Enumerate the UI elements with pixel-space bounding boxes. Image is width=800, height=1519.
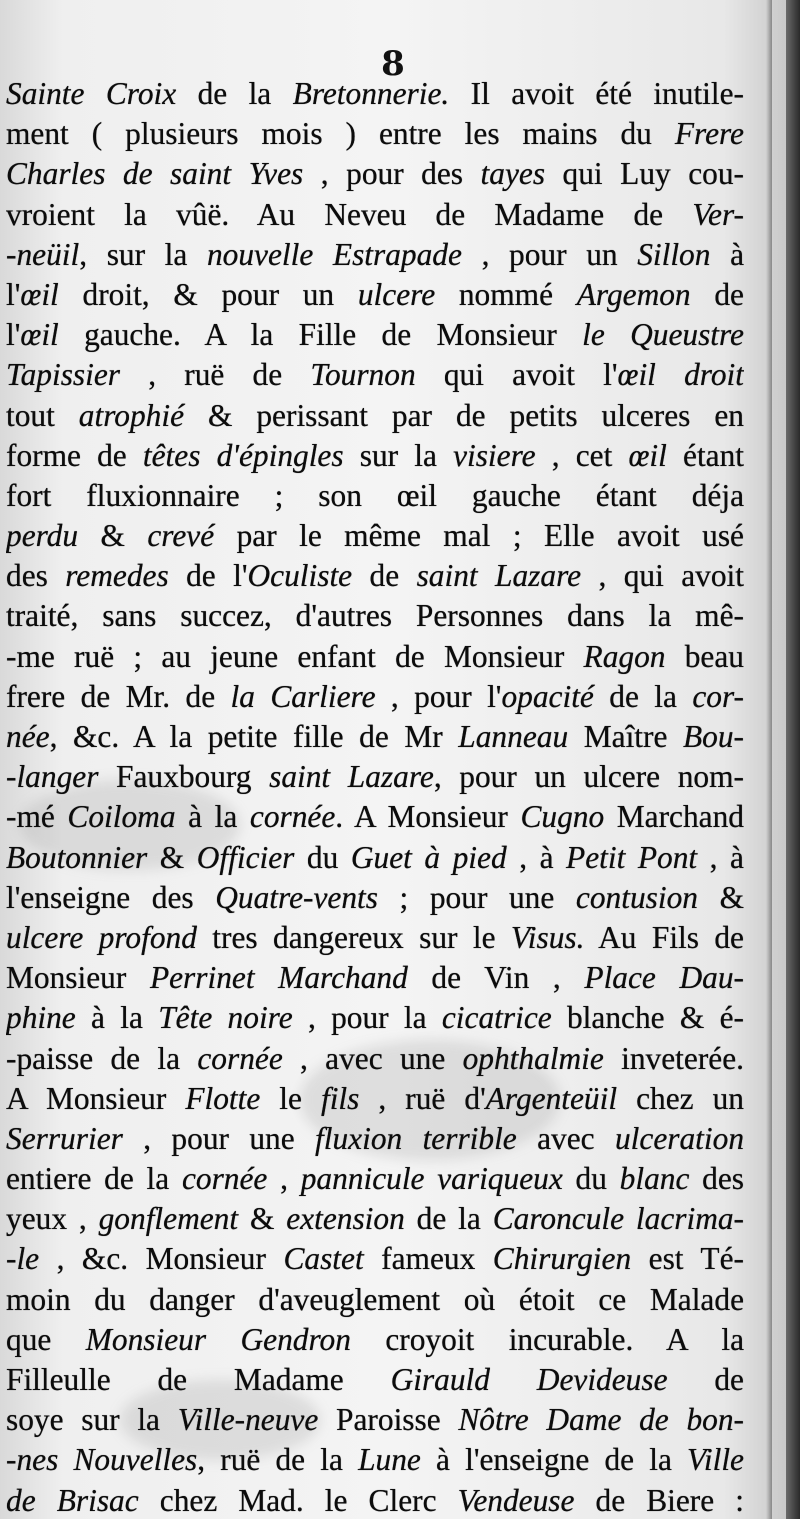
italic-text: Monsieur Gendron (85, 1321, 351, 1357)
roman-text: , pour un ulcere nom- (433, 759, 744, 795)
roman-text: des (6, 558, 66, 594)
text-line (6, 1079, 744, 1119)
italic-text: Nôtre Dame de bon- (458, 1402, 744, 1438)
roman-text: frere de Mr. de (6, 678, 231, 714)
roman-text: est Té- (631, 1241, 744, 1277)
italic-text: Vendeuse (457, 1482, 575, 1518)
italic-text: Ver- (692, 196, 744, 232)
text-line (6, 436, 744, 476)
italic-text: Argemon (576, 276, 691, 312)
italic-text: crevé (147, 518, 215, 554)
italic-text: perdu (6, 518, 79, 554)
text-line (6, 838, 744, 878)
roman-text: chez Mad. le Clerc (138, 1482, 458, 1518)
italic-text: cornée (249, 799, 336, 835)
roman-text: & (697, 879, 744, 915)
italic-text: saint Lazare (416, 558, 582, 594)
text-line (6, 556, 744, 596)
text-line (6, 114, 744, 154)
italic-text: Tournon (310, 357, 416, 393)
roman-text: . A Monsieur (335, 799, 521, 835)
roman-text: , &c. Monsieur (39, 1241, 284, 1277)
italic-text: Coiloma (67, 799, 176, 835)
italic-text: opacité (501, 678, 594, 714)
italic-text: Petit Pont (566, 839, 698, 875)
italic-text: Cugno (520, 799, 605, 835)
roman-text: Maître (568, 719, 683, 754)
italic-text: tayes (480, 156, 546, 192)
roman-text: de la (197, 76, 293, 111)
roman-text: Monsieur (6, 960, 150, 996)
italic-text: cornée (181, 1161, 268, 1197)
italic-text: Guet à pied (350, 839, 507, 875)
roman-text: fort fluxionnaire ; son œil gauche étant déja (6, 477, 744, 513)
text-line (6, 1159, 744, 1199)
roman-text: droit, & pour un (58, 276, 358, 312)
italic-text: cicatrice (441, 1000, 552, 1036)
roman-text: , pour la (292, 1000, 442, 1036)
text-line (6, 1239, 744, 1279)
text-line (6, 275, 744, 315)
roman-text: croyoit incurable. A la (350, 1321, 744, 1357)
roman-text: tres dangereux sur le (196, 919, 511, 955)
roman-text: , qui avoit (581, 558, 744, 594)
italic-text: fluxion terrible (315, 1120, 517, 1156)
roman-text: entiere de la (6, 1161, 182, 1197)
text-line (6, 596, 744, 636)
roman-text: Paroisse (318, 1402, 459, 1438)
italic-text: phine (6, 1000, 76, 1036)
text-line (6, 315, 744, 355)
italic-text: œil (20, 317, 59, 353)
italic-text: le Queustre (582, 317, 744, 353)
italic-text: Lanneau (458, 719, 569, 754)
roman-text: , (267, 1161, 301, 1197)
roman-text: inveterée. (603, 1040, 744, 1076)
italic-text: Argenteüil (485, 1080, 618, 1116)
italic-text: Place Dau- (584, 960, 744, 996)
text-line (6, 1280, 744, 1320)
italic-text: Visus. (510, 919, 585, 955)
roman-text: & (238, 1201, 287, 1237)
italic-text: visiere (453, 437, 536, 473)
italic-text: Quatre-vents (215, 879, 378, 915)
roman-text: gauche. A la Fille de Monsieur (58, 317, 583, 353)
italic-text: œil (628, 437, 667, 473)
italic-text: Sainte Croix (6, 76, 198, 111)
roman-text: , sur la (79, 236, 207, 272)
italic-text: -nes Nouvelles (6, 1442, 198, 1478)
italic-text: cornée (197, 1040, 283, 1076)
roman-text: du (294, 839, 351, 875)
roman-text: fameux (363, 1241, 493, 1277)
italic-text: Sillon (637, 236, 711, 272)
text-line (6, 1199, 744, 1239)
roman-text: , avec une (282, 1040, 463, 1076)
roman-text: de (667, 1362, 744, 1397)
italic-text: ophthalmie (462, 1040, 604, 1076)
text-line (6, 717, 744, 757)
roman-text: , cet (535, 437, 629, 473)
italic-text: blanc (619, 1161, 690, 1197)
text-line (6, 1320, 744, 1360)
italic-text: Flotte (185, 1080, 261, 1116)
text-line (6, 74, 744, 114)
roman-text: l' (6, 276, 21, 312)
italic-text: de Brisac (6, 1482, 139, 1518)
italic-text: Oculiste (247, 558, 353, 594)
italic-text: la Carliere (230, 678, 376, 714)
text-line (6, 757, 744, 797)
italic-text: -le (6, 1241, 40, 1277)
text-line (6, 355, 744, 395)
text-line (6, 1400, 744, 1440)
italic-text: œil droit (617, 357, 744, 393)
italic-text: Lune (358, 1442, 421, 1478)
page-edge-shadow (766, 0, 772, 1519)
roman-text: par le même mal ; Elle avoit usé (214, 518, 744, 554)
roman-text: de (690, 276, 744, 312)
italic-text: -langer (6, 759, 99, 795)
roman-text: Fauxbourg (98, 759, 270, 795)
roman-text: , à (697, 839, 744, 875)
roman-text: , pour une (122, 1120, 316, 1156)
roman-text: de Biere : (574, 1482, 744, 1518)
roman-text: de la (404, 1201, 493, 1237)
roman-text: , &c. A la petite fille de Mr (49, 719, 459, 754)
roman-text: à (710, 236, 744, 272)
roman-text: de l' (168, 558, 248, 594)
text-line (6, 958, 744, 998)
italic-text: Tapissier (6, 357, 120, 393)
italic-text: Perrinet Marchand (149, 960, 408, 996)
italic-text: -neüil (6, 236, 80, 272)
body-text (6, 74, 744, 1519)
italic-text: œil (20, 276, 59, 312)
italic-text: remedes (65, 558, 169, 594)
italic-text: Caroncule lacrima- (492, 1201, 744, 1237)
roman-text: soye sur la (6, 1402, 178, 1438)
italic-text: Girauld Devideuse (390, 1362, 668, 1397)
italic-text: contusion (575, 879, 698, 915)
roman-text: , à (506, 839, 567, 875)
text-line (6, 1119, 744, 1159)
roman-text: , pour un (461, 236, 638, 272)
roman-text: , ruë de la (197, 1442, 359, 1478)
italic-text: atrophié (78, 397, 185, 433)
italic-text: Bretonnerie. (292, 76, 450, 111)
roman-text: , pour l' (375, 678, 502, 714)
italic-text: Charles de saint Yves (6, 156, 304, 192)
italic-text: Serrurier (6, 1120, 123, 1156)
roman-text: à la (175, 799, 250, 835)
text-line (6, 195, 744, 235)
roman-text: qui Luy cou- (545, 156, 744, 192)
text-line (6, 998, 744, 1038)
roman-text: l' (6, 317, 21, 353)
italic-text: ulcere (357, 276, 436, 312)
roman-text: -paisse de la (6, 1040, 198, 1076)
italic-text: Ville (687, 1442, 744, 1478)
italic-text: Bou- (682, 719, 744, 754)
italic-text: pannicule variqueux (300, 1161, 563, 1197)
roman-text: Marchand (604, 799, 744, 835)
italic-text: fils (320, 1080, 360, 1116)
text-line (6, 1039, 744, 1079)
roman-text: le (260, 1080, 321, 1116)
roman-text: chez un (617, 1080, 744, 1116)
italic-text: Ville-neuve (177, 1402, 319, 1438)
roman-text: traité, sans succez, d'autres Personnes dans la mê- (6, 598, 744, 634)
italic-text: Ragon (583, 638, 666, 674)
text-line (6, 235, 744, 275)
text-line (6, 1360, 744, 1400)
roman-text: qui avoit l' (415, 357, 618, 393)
italic-text: nouvelle Estrapade (206, 236, 462, 272)
text-line (6, 918, 744, 958)
roman-text: avec (516, 1120, 615, 1156)
italic-text: Tête noire (158, 1000, 293, 1036)
italic-text: Officier (196, 839, 295, 875)
text-line (6, 878, 744, 918)
roman-text: vroient la vûë. Au Neveu de Madame de (6, 196, 693, 232)
text-line (6, 476, 744, 516)
italic-text: Boutonnier (6, 839, 148, 875)
roman-text: & (147, 839, 197, 875)
roman-text: tout (6, 397, 79, 433)
roman-text: forme de (6, 437, 143, 473)
italic-text: née (6, 719, 50, 754)
italic-text: Chirurgien (492, 1241, 632, 1277)
roman-text: yeux , (6, 1201, 99, 1237)
text-line (6, 637, 744, 677)
roman-text: étant (666, 437, 744, 473)
roman-text: blanche & é- (551, 1000, 744, 1036)
roman-text: des (689, 1161, 744, 1197)
book-gutter (786, 0, 800, 1519)
roman-text: beau (665, 638, 744, 674)
roman-text: -mé (6, 799, 68, 835)
roman-text: de (352, 558, 417, 594)
roman-text: de Vin , (407, 960, 585, 996)
italic-text: Castet (283, 1241, 364, 1277)
roman-text: ; pour une (377, 879, 576, 915)
roman-text: l'enseigne des (6, 879, 216, 915)
italic-text: cor- (692, 678, 744, 714)
page-number: 8 (381, 44, 405, 84)
text-line (6, 154, 744, 194)
roman-text: & (78, 518, 148, 554)
text-line (6, 797, 744, 837)
text-line (6, 396, 744, 436)
italic-text: saint Lazare (269, 759, 434, 795)
roman-text: sur la (343, 437, 454, 473)
roman-text: du (562, 1161, 620, 1197)
roman-text: A Monsieur (6, 1080, 186, 1116)
text-line (6, 677, 744, 717)
italic-text: extension (286, 1201, 405, 1237)
roman-text: Filleulle de Madame (6, 1362, 391, 1397)
roman-text: à la (75, 1000, 159, 1036)
roman-text: -me ruë ; au jeune enfant de Monsieur (6, 638, 584, 674)
roman-text: Il avoit été inutile- (449, 76, 744, 111)
italic-text: têtes d'épingles (142, 437, 344, 473)
italic-text: ulcere profond (6, 919, 197, 955)
roman-text: à l'enseigne de la (420, 1442, 688, 1478)
roman-text: , ruë de (120, 357, 311, 393)
roman-text: que (6, 1321, 86, 1357)
roman-text: ment ( plusieurs mois ) entre les mains du (6, 116, 675, 152)
roman-text: , pour des (303, 156, 481, 192)
roman-text: , ruë d' (359, 1080, 486, 1116)
text-line (6, 1440, 744, 1480)
italic-text: Frere (674, 116, 744, 152)
roman-text: moin du danger d'aveuglement où étoit ce Malade (6, 1281, 744, 1317)
roman-text: de la (593, 678, 693, 714)
roman-text: nommé (435, 276, 577, 312)
italic-text: ulceration (614, 1120, 744, 1156)
roman-text: & perissant par de petits ulceres en (184, 397, 744, 433)
text-line (6, 1481, 744, 1519)
text-line (6, 516, 744, 556)
italic-text: gonflement (98, 1201, 239, 1237)
roman-text: Au Fils de (584, 919, 744, 955)
